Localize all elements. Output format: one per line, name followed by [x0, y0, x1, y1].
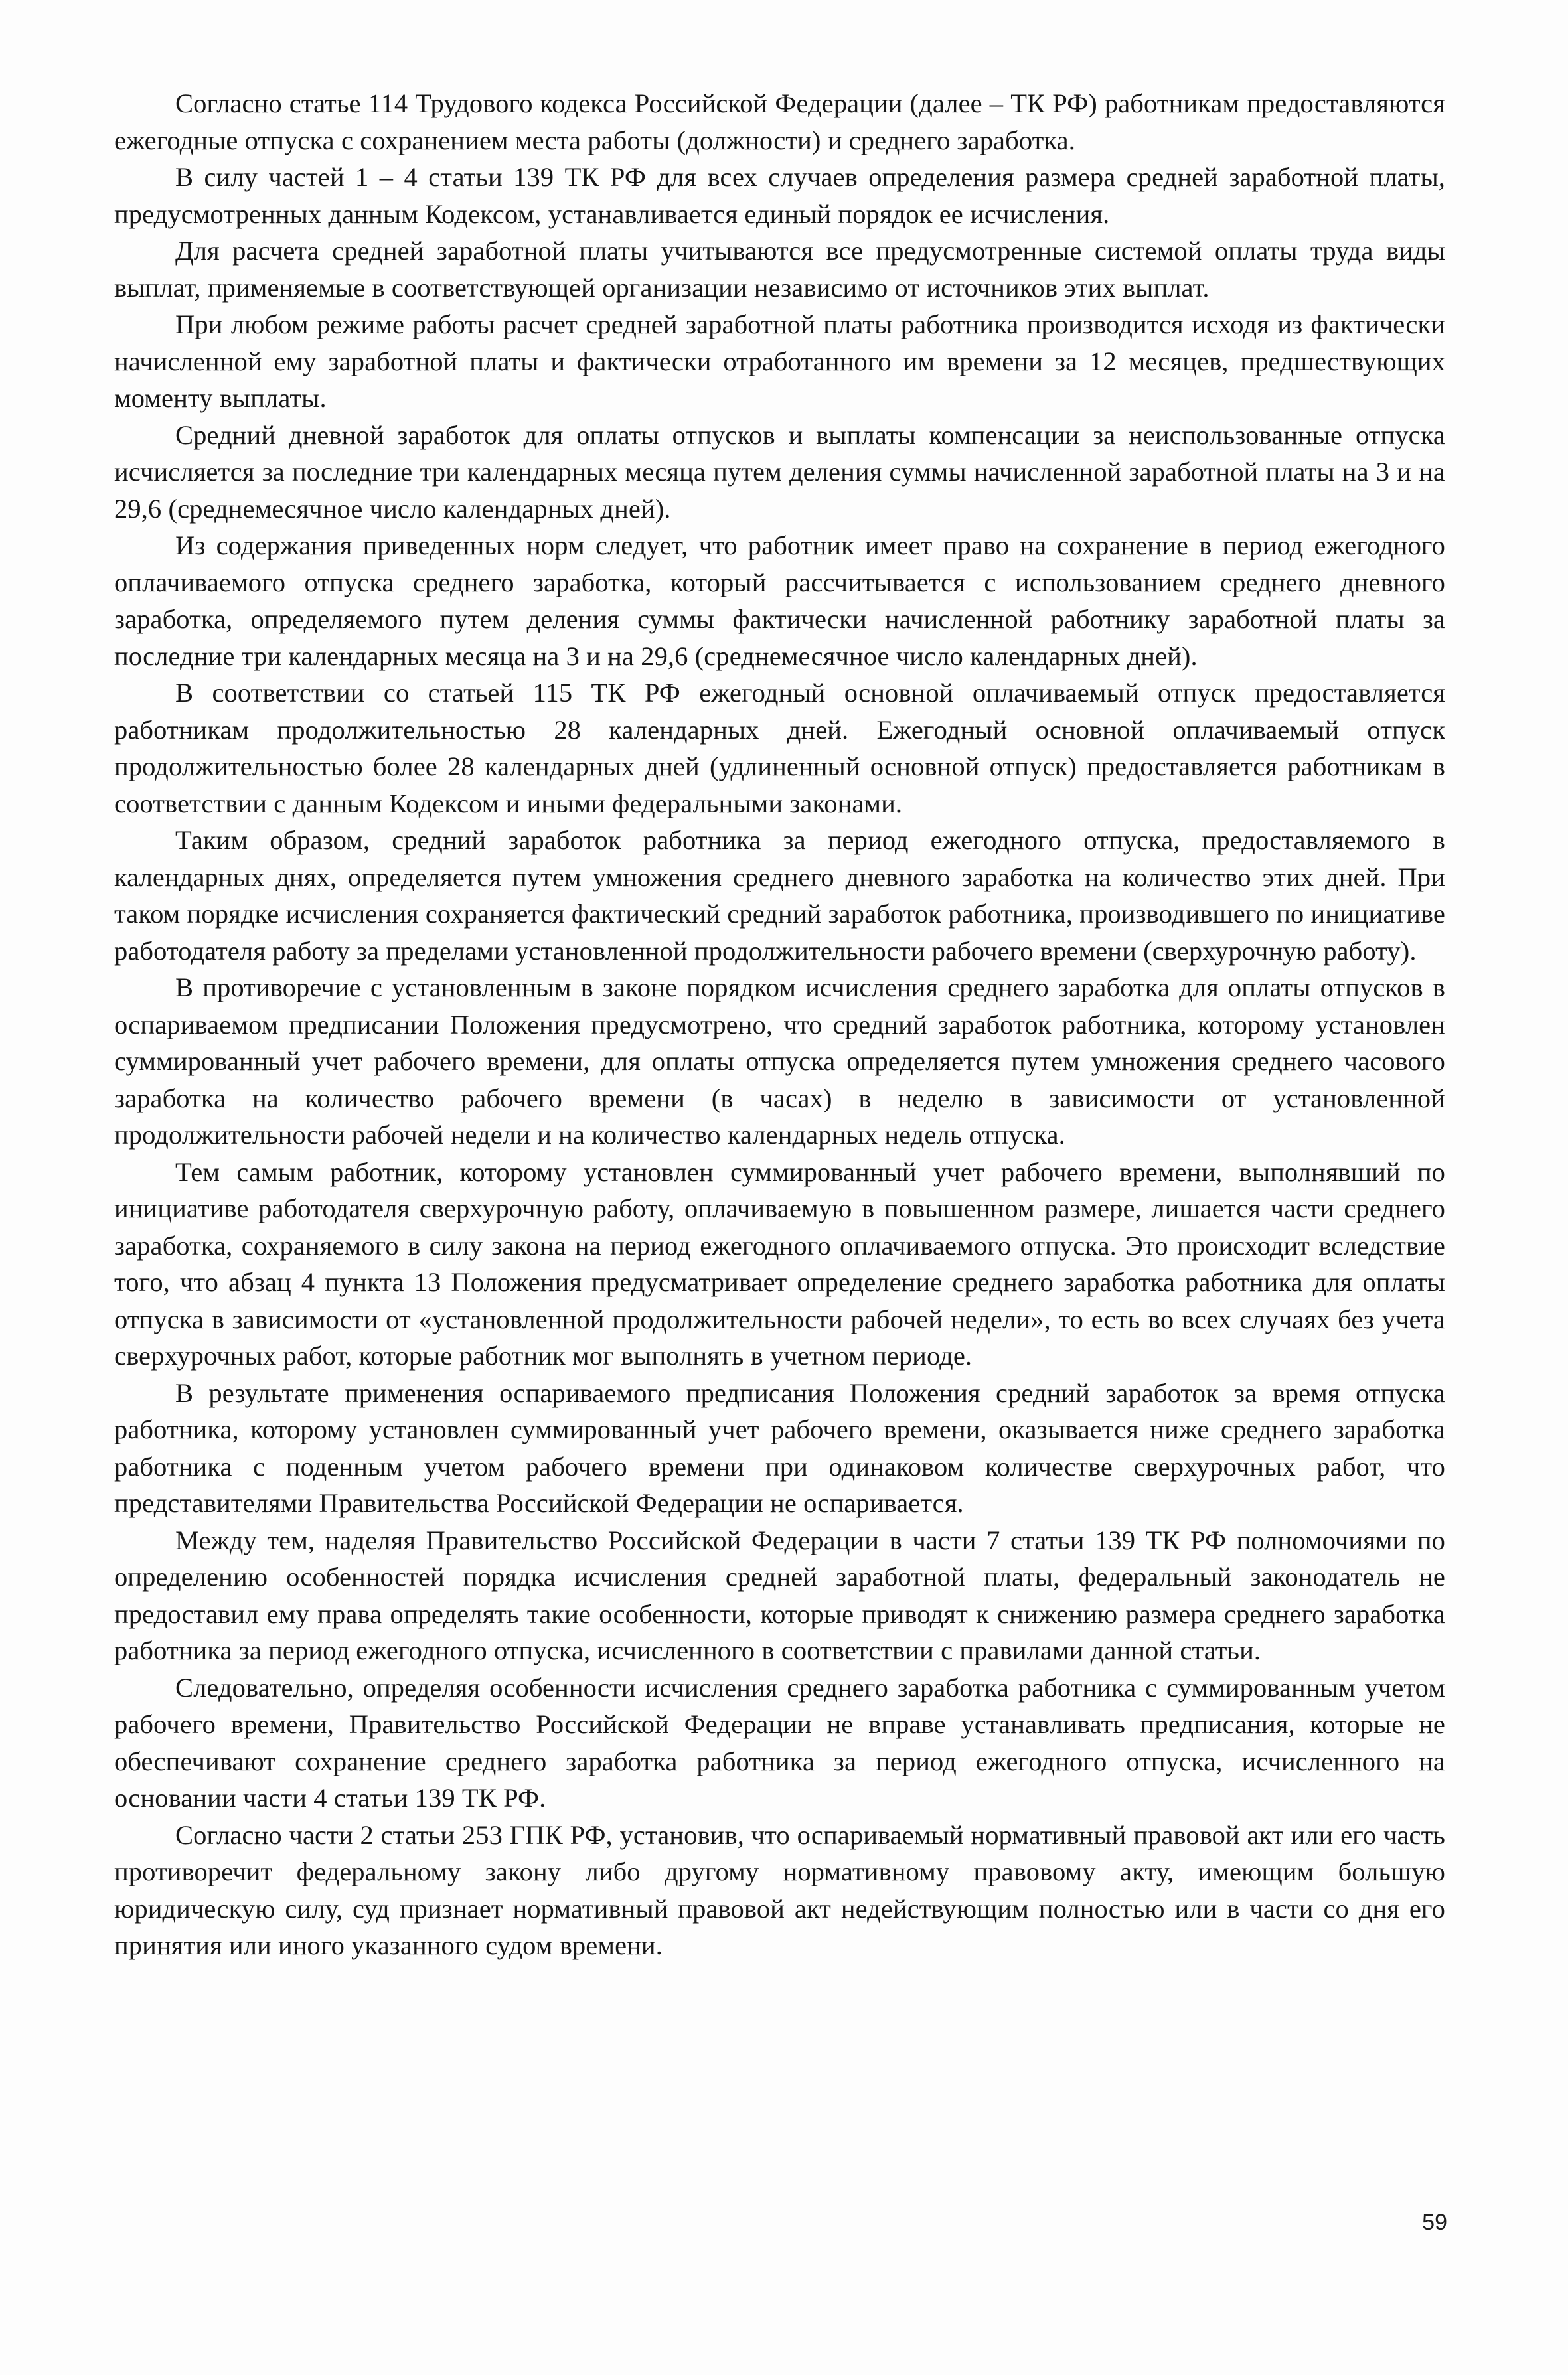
paragraph-11: В результате применения оспариваемого предписания Положения средний заработок за время отпуска работника, которому установлен суммированный учет рабочего времени, оказывается ниже среднего заработка работника с поденным учетом рабочего времени при одинаковом количестве сверхурочных работ, что представителями Правительства Российской Федерации не оспаривается.	[114, 1377, 1445, 1518]
paragraph-2: В силу частей 1 – 4 статьи 139 ТК РФ для всех случаев определения размера средней заработной платы, предусмотренных данным Кодексом, устанавливается единый порядок ее исчисления.	[114, 162, 1445, 229]
paragraph-5: Средний дневной заработок для оплаты отпусков и выплаты компенсации за неиспользованные отпуска исчисляется за последние три календарных месяца путем деления суммы начисленной заработной платы на 3 и на 29,6 (среднемесячное число календарных дней).	[114, 420, 1445, 524]
paragraph-10: Тем самым работник, которому установлен суммированный учет рабочего времени, выполнявший по инициативе работодателя сверхурочную работу, оплачиваемую в повышенном размере, лишается части среднего заработка, сохраняемого в силу закона на период ежегодного оплачиваемого отпуска. Это происходит вследствие того, что абзац 4 пункта 13 Положения предусматривает определение среднего заработка работника для оплаты отпуска в зависимости от «установленной продолжительности рабочей недели», то есть во всех случаях без учета сверхурочных работ, которые работник мог выполнять в учетном периоде.	[114, 1156, 1445, 1371]
paragraph-4: При любом режиме работы расчет средней заработной платы работника производится исходя из фактически начисленной ему заработной платы и фактически отработанного им времени за 12 месяцев, предшествующих моменту выплаты.	[114, 309, 1445, 413]
paragraph-12: Между тем, наделяя Правительство Российской Федерации в части 7 статьи 139 ТК РФ полномочиями по определению особенностей порядка исчисления средней заработной платы, федеральный законодатель не предоставил ему права определять такие особенности, которые приводят к снижению размера среднего заработка работника за период ежегодного отпуска, исчисленного в соответствии с правилами данной статьи.	[114, 1525, 1445, 1665]
paragraph-6: Из содержания приведенных норм следует, что работник имеет право на сохранение в период ежегодного оплачиваемого отпуска среднего заработка, который рассчитывается с использованием среднего дневного заработка, определяемого путем деления суммы фактически начисленной работнику заработной платы за последние три календарных месяца на 3 и на 29,6 (среднемесячное число календарных дней).	[114, 530, 1445, 671]
paragraph-1: Согласно статье 114 Трудового кодекса Российской Федерации (далее – ТК РФ) работникам предоставляются ежегодные отпуска с сохранением места работы (должности) и среднего заработка.	[114, 88, 1445, 155]
paragraph-9: В противоречие с установленным в законе порядком исчисления среднего заработка для оплаты отпусков в оспариваемом предписании Положения предусмотрено, что средний заработок работника, которому установлен суммированный учет рабочего времени, для оплаты отпуска определяется путем умножения среднего часового заработка на количество рабочего времени (в часах) в неделю в зависимости от установленной продолжительности рабочей недели и на количество календарных недель отпуска.	[114, 972, 1445, 1150]
paragraph-7: В соответствии со статьей 115 ТК РФ ежегодный основной оплачиваемый отпуск предоставляется работникам продолжительностью 28 календарных дней. Ежегодный основной оплачиваемый отпуск продолжительностью более 28 календарных дней (удлиненный основной отпуск) предоставляется работникам в соответствии с данным Кодексом и иными федеральными законами.	[114, 678, 1445, 818]
document-body	[114, 85, 1445, 1964]
page-number: 59	[1422, 2210, 1447, 2235]
paragraph-8: Таким образом, средний заработок работника за период ежегодного отпуска, предоставляемого в календарных днях, определяется путем умножения среднего дневного заработка на количество этих дней. При таком порядке исчисления сохраняется фактический средний заработок работника, производившего по инициативе работодателя работу за пределами установленной продолжительности рабочего времени (сверхурочную работу).	[114, 825, 1445, 966]
paragraph-13: Следовательно, определяя особенности исчисления среднего заработка работника с суммированным учетом рабочего времени, Правительство Российской Федерации не вправе устанавливать предписания, которые не обеспечивают сохранение среднего заработка работника за период ежегодного отпуска, исчисленного на основании части 4 статьи 139 ТК РФ.	[114, 1672, 1445, 1813]
paragraph-14: Согласно части 2 статьи 253 ГПК РФ, установив, что оспариваемый нормативный правовой акт или его часть противоречит федеральному закону либо другому нормативному правовому акту, имеющим большую юридическую силу, суд признает нормативный правовой акт недействующим полностью или в части со дня его принятия или иного указанного судом времени.	[114, 1819, 1445, 1960]
paragraph-3: Для расчета средней заработной платы учитываются все предусмотренные системой оплаты труда виды выплат, применяемые в соответствующей организации независимо от источников этих выплат.	[114, 236, 1445, 303]
